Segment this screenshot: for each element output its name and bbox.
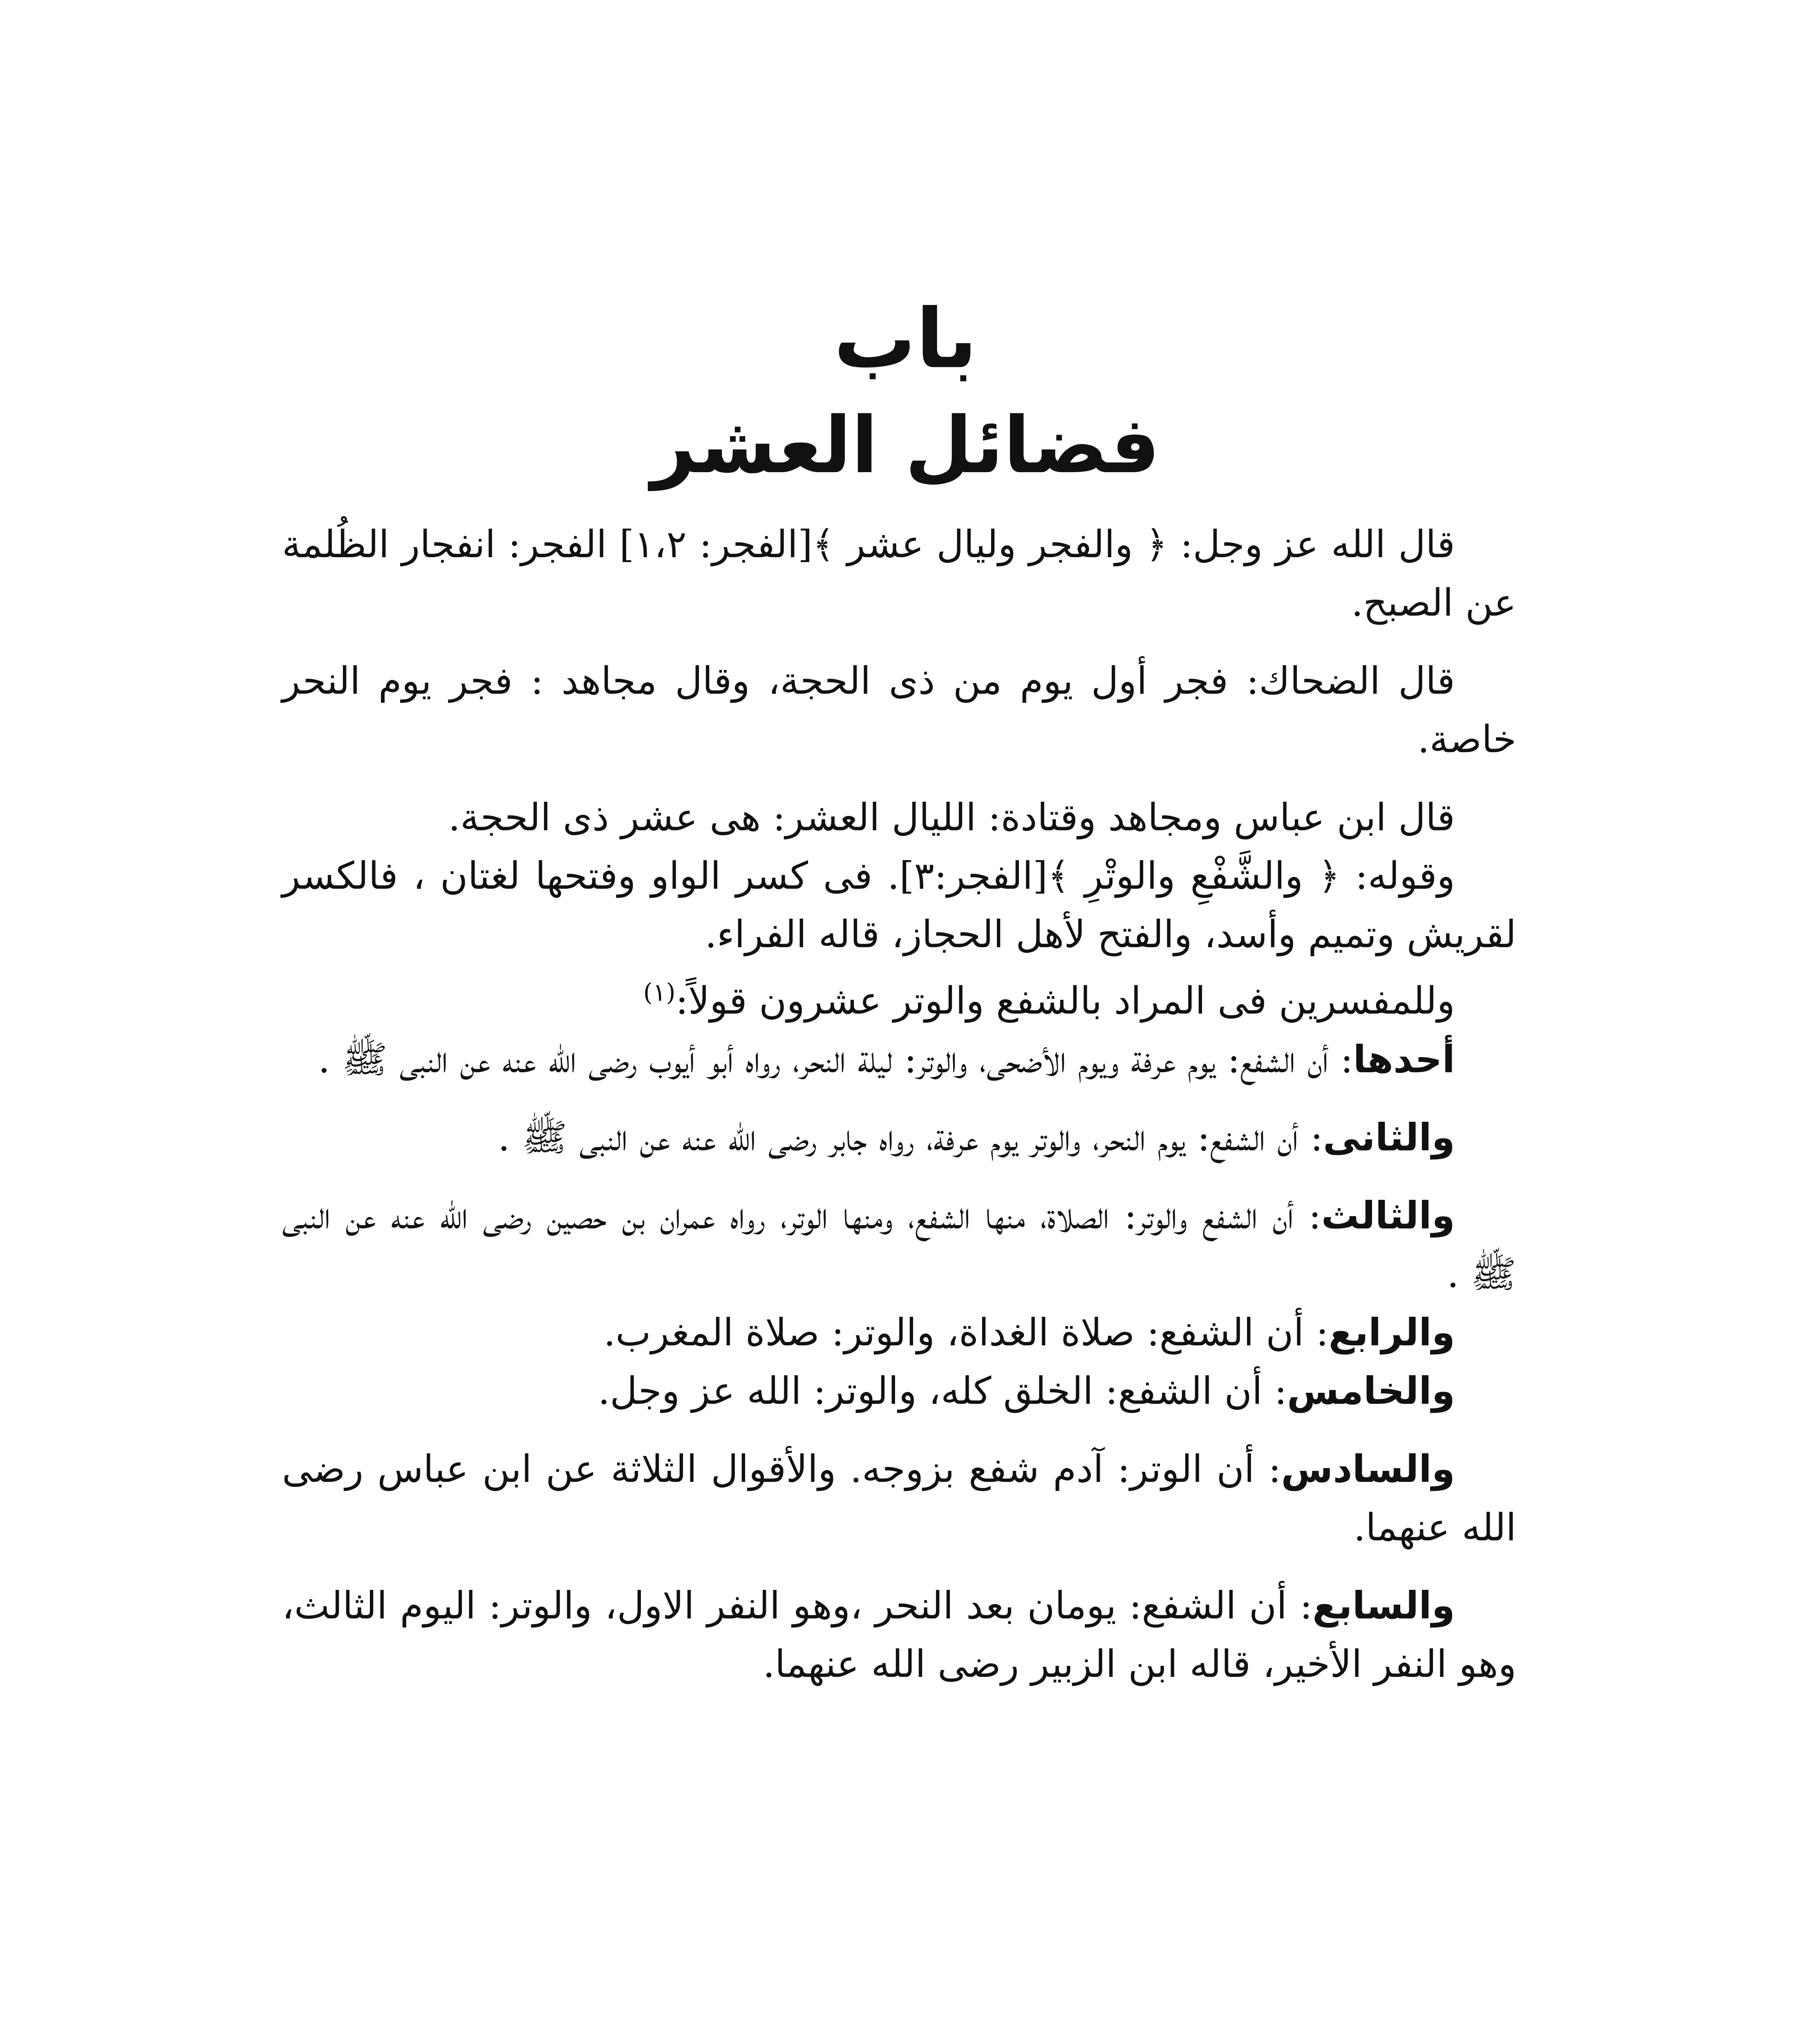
footnote-marker: (١): [643, 978, 676, 1007]
paragraph-lead: والرابع: [1328, 1310, 1455, 1354]
paragraph-text: قال الضحاك: فجر أول يوم من ذى الحجة، وقال مجاهد : فجر يوم النحر خاصة.: [282, 659, 1516, 761]
paragraph-lead: والثانى: [1323, 1115, 1455, 1159]
paragraph: [282, 1108, 1516, 1167]
paragraph: [282, 788, 1516, 847]
paragraph: [282, 515, 1516, 632]
paragraph: [282, 847, 1516, 964]
paragraph: [282, 1576, 1516, 1693]
paragraph: [282, 1440, 1516, 1557]
paragraph-lead: والخامس: [1287, 1369, 1455, 1413]
paragraph-lead: والسادس: [1281, 1447, 1455, 1491]
paragraph: [282, 1186, 1516, 1303]
paragraph-text: قال الله عز وجل: ﴿ والفجر وليال عشر ﴾[الفجر: ١،٢] الفجر: انفجار الظُلمة عن الصبح.: [282, 522, 1516, 625]
paragraph-text: وقوله: ﴿ والشَّفْعِ والوتْرِ ﴾[الفجر:٣]. فى كسر الواو وفتحها لغتان ، فالكسر لقريش وتميم وأسد، والفتح لأهل الحجاز، قاله الفراء.: [282, 854, 1516, 956]
paragraph-text: وللمفسرين فى المراد بالشفع والوتر عشرون قولاً:: [675, 979, 1455, 1023]
paragraph: [282, 1362, 1516, 1420]
paragraph-text: : أن الشفع: يوم النحر، والوتر يوم عرفة، رواه جابر رضى الله عنه عن النبى ﷺ .: [498, 1115, 1323, 1159]
body-text: [282, 515, 1516, 1693]
paragraph-lead: أحدها: [1353, 1037, 1455, 1081]
chapter-title: فضائل العشر: [651, 400, 1160, 491]
paragraph-text: : أن الشفع: يومان بعد النحر ،وهو النفر الاول، والوتر: اليوم الثالث، وهو النفر الأخير، قاله ابن الزبير رضى الله عنهما.: [282, 1583, 1516, 1686]
paragraph-text: قال ابن عباس ومجاهد وقتادة: الليال العشر: هى عشر ذى الحجة.: [448, 796, 1455, 839]
paragraph: [282, 652, 1516, 769]
paragraph: [282, 964, 1516, 1030]
paragraph-text: : أن الشفع: يوم عرفة ويوم الأضحى، والوتر: ليلة النحر، رواه أبو أيوب رضى الله عنه عن النبى ﷺ .: [318, 1037, 1353, 1081]
paragraph-text: : أن الشفع والوتر: الصلاة، منها الشفع، ومنها الوتر، رواه عمران بن حصين رضى الله عنه عن النبى ﷺ .: [282, 1193, 1516, 1296]
paragraph-text: : أن الوتر: آدم شفع بزوجه. والأقوال الثلاثة عن ابن عباس رضى الله عنهما.: [282, 1447, 1516, 1549]
paragraph-text: : أن الشفع: صلاة الغداة، والوتر: صلاة المغرب.: [603, 1310, 1329, 1354]
paragraph: [282, 1030, 1516, 1089]
paragraph-text: : أن الشفع: الخلق كله، والوتر: الله عز وجل.: [598, 1369, 1287, 1413]
paragraph-lead: والسابع: [1312, 1583, 1455, 1627]
paragraph: [282, 1303, 1516, 1362]
paragraph-lead: والثالث: [1321, 1193, 1455, 1237]
chapter-label: باب: [833, 291, 978, 387]
